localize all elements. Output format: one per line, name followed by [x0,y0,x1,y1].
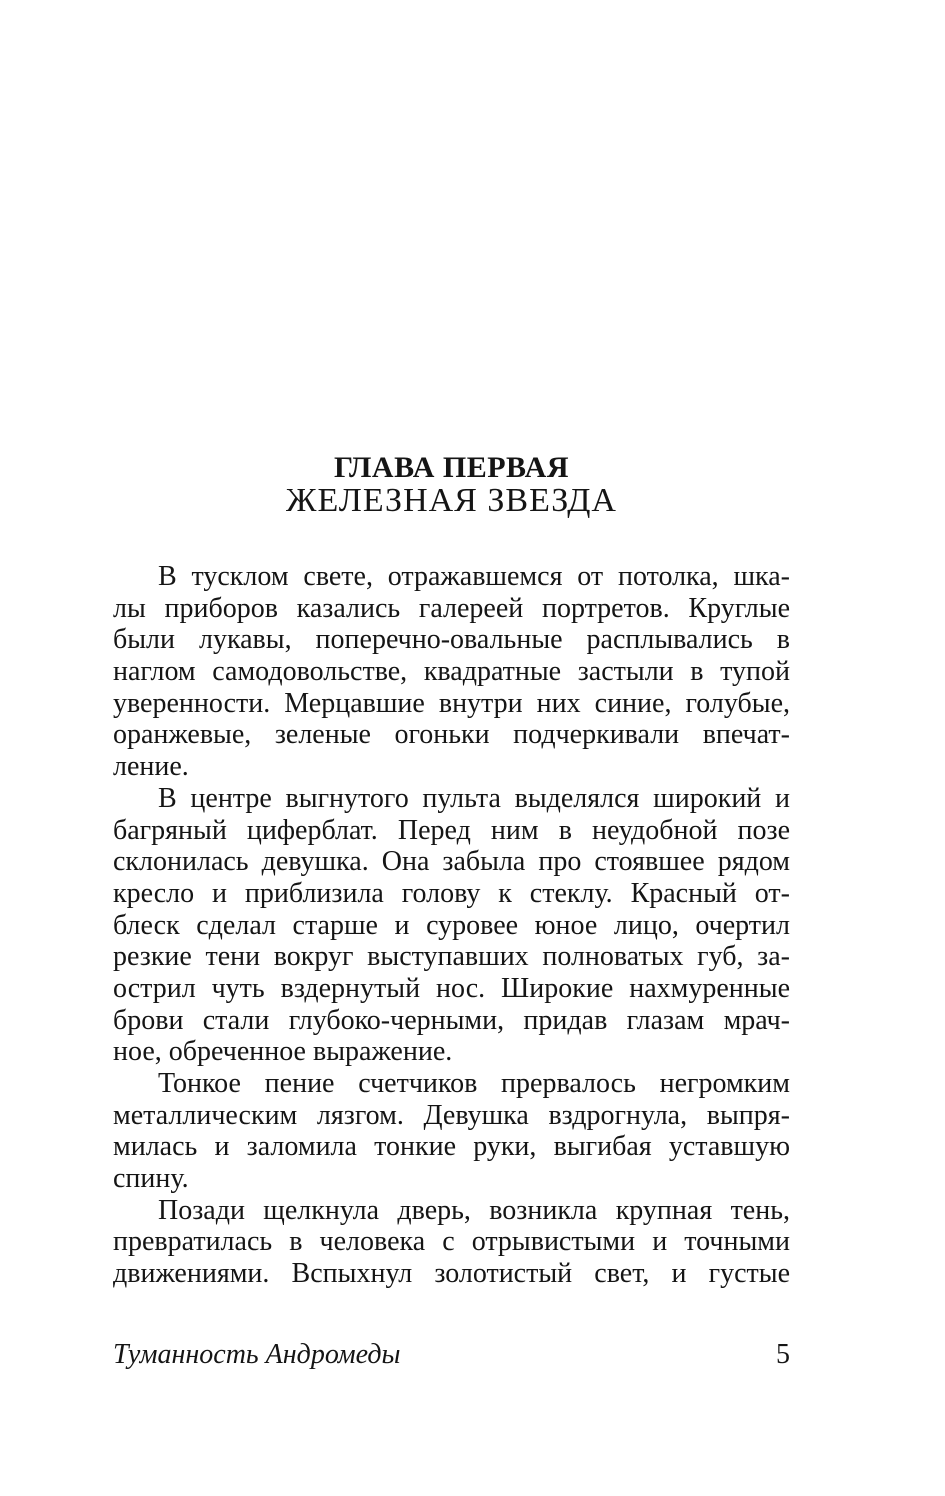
text-line: оранжевые, зеленые огоньки подчеркивали впечат- [113,719,790,751]
text-line: Позади щелкнула дверь, возникла крупная тень, [158,1194,790,1226]
text-line: превратилась в человека с отрывистыми и точными [113,1226,790,1258]
text-line: уверенности. Мерцавшие внутри них синие, голубые, [113,687,790,719]
running-title: Туманность Андромеды [113,1339,401,1370]
text-line: милась и заломила тонкие руки, выгибая уставшую [113,1131,790,1163]
paragraph [113,783,790,1068]
text-line: спину. [113,1163,189,1195]
text-line: багряный циферблат. Перед ним в неудобной позе [113,814,790,846]
text-line: склонилась девушка. Она забыла про стоявшее рядом [113,846,790,878]
paragraph [113,561,790,783]
text-line: блеск сделал старше и суровее юное лицо, очертил [113,909,790,941]
text-line: кресло и приблизила голову к стеклу. Красный от- [113,877,790,909]
text-line: ное, обреченное выражение. [113,1036,453,1068]
text-line: острил чуть вздернутый нос. Широкие нахмуренные [113,972,790,1004]
text-line: лы приборов казались галереей портретов. Круглые [113,592,790,624]
text-line: В центре выгнутого пульта выделялся широкий и [158,782,790,814]
text-line: ление. [113,751,189,783]
text-line: Тонкое пение счетчиков прервалось негромким [158,1068,790,1099]
paragraph [113,1068,790,1195]
text-line: движениями. Вспыхнул золотистый свет, и густые [113,1258,790,1290]
text-line: брови стали глубоко-черными, придав глазам мрач- [113,1004,790,1036]
page-footer [113,1340,790,1370]
text-line: металлическим лязгом. Девушка вздрогнула, выпря- [113,1099,790,1131]
text-line: В тусклом свете, отражавшемся от потолка, шка- [158,561,790,592]
chapter-heading [113,453,790,519]
text-line: наглом самодовольстве, квадратные застыли в тупой [113,656,790,688]
page-number: 5 [776,1339,790,1370]
chapter-number: ГЛАВА ПЕРВАЯ [334,451,569,484]
body-text [113,561,790,1290]
chapter-title: ЖЕЛЕЗНАЯ ЗВЕЗДА [286,482,617,519]
text-line: были лукавы, поперечно-овальные расплывались в [113,624,790,656]
text-line: резкие тени вокруг выступавших полноватых губ, за- [113,941,790,973]
paragraph [113,1195,790,1290]
